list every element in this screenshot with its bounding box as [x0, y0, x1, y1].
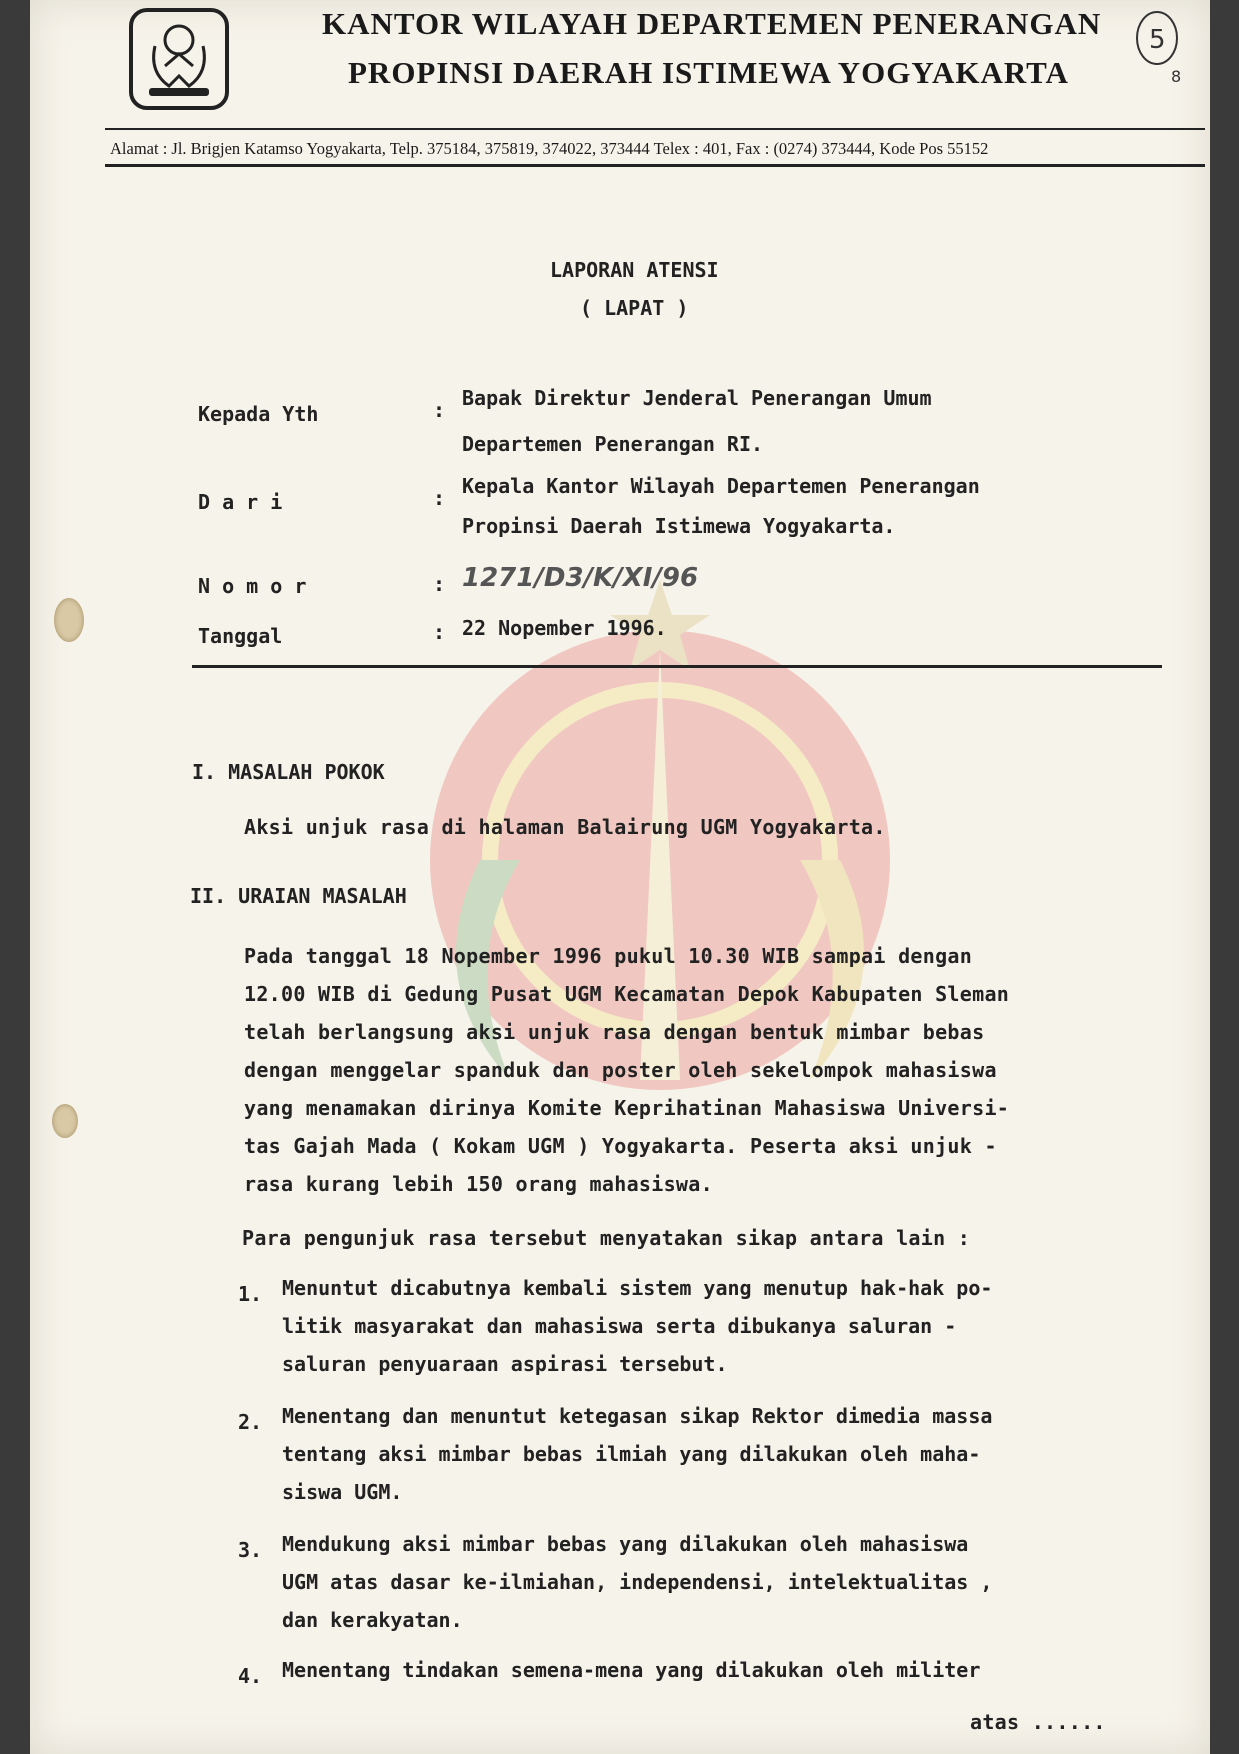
document-page	[30, 0, 1210, 1754]
field-label-kepada: Kepada Yth	[198, 402, 319, 426]
section-1-heading: I. MASALAH POKOK	[192, 760, 385, 784]
field-colon: :	[433, 486, 446, 510]
list-item-line: siswa UGM.	[282, 1480, 403, 1504]
punch-hole	[54, 598, 84, 642]
list-item-line: Menentang tindakan semena-mena yang dilakukan oleh militer	[282, 1658, 981, 1682]
paragraph-line: dengan menggelar spanduk dan poster oleh sekelompok mahasiswa	[244, 1058, 997, 1082]
list-item-line: litik masyarakat dan mahasiswa serta dibukanya saluran -	[282, 1314, 957, 1338]
field-value-dari-2: Propinsi Daerah Istimewa Yogyakarta.	[462, 514, 896, 538]
letterhead-rule-top	[105, 128, 1205, 130]
demands-intro: Para pengunjuk rasa tersebut menyatakan sikap antara lain :	[242, 1226, 971, 1250]
list-item-number: 2.	[238, 1410, 263, 1434]
list-item-line: Menentang dan menuntut ketegasan sikap Rektor dimedia massa	[282, 1404, 993, 1428]
list-item-line: Menuntut dicabutnya kembali sistem yang menutup hak-hak po-	[282, 1276, 993, 1300]
letterhead-rule-bottom	[105, 164, 1205, 167]
report-title: LAPORAN ATENSI	[550, 258, 719, 282]
field-value-dari-1: Kepala Kantor Wilayah Departemen Penerangan	[462, 474, 980, 498]
page-sub-number: 8	[1171, 67, 1182, 86]
field-value-kepada-2: Departemen Penerangan RI.	[462, 432, 764, 456]
list-item-number: 4.	[238, 1664, 263, 1688]
paragraph-line: yang menamakan dirinya Komite Keprihatinan Mahasiswa Universi-	[244, 1096, 1010, 1120]
department-logo	[125, 6, 233, 114]
letterhead-line1: KANTOR WILAYAH DEPARTEMEN PENERANGAN	[322, 6, 1102, 41]
page-number: 5	[1149, 25, 1166, 55]
field-colon: :	[433, 572, 446, 596]
field-value-nomor-handwritten: 1271/D3/K/XI/96	[462, 563, 699, 593]
page-continuation: atas ......	[970, 1710, 1106, 1734]
list-item-line: dan kerakyatan.	[282, 1608, 463, 1632]
field-colon: :	[433, 398, 446, 422]
list-item-number: 1.	[238, 1282, 263, 1306]
field-value-kepada-1: Bapak Direktur Jenderal Penerangan Umum	[462, 386, 932, 410]
letterhead-line2: PROPINSI DAERAH ISTIMEWA YOGYAKARTA	[348, 55, 1069, 90]
list-item-number: 3.	[238, 1538, 263, 1562]
field-label-nomor: N o m o r	[198, 574, 307, 598]
paragraph-line: rasa kurang lebih 150 orang mahasiswa.	[244, 1172, 713, 1196]
section-1-text: Aksi unjuk rasa di halaman Balairung UGM Yogyakarta.	[244, 815, 886, 839]
list-item-line: Mendukung aksi mimbar bebas yang dilakukan oleh mahasiswa	[282, 1532, 969, 1556]
paragraph-line: telah berlangsung aksi unjuk rasa dengan bentuk mimbar bebas	[244, 1020, 985, 1044]
field-value-tanggal: 22 Nopember 1996.	[462, 616, 667, 640]
field-label-tanggal: Tanggal	[198, 624, 283, 648]
field-label-dari: D a r i	[198, 490, 283, 514]
punch-hole	[52, 1104, 78, 1138]
section-2-heading: II. URAIAN MASALAH	[190, 884, 407, 908]
paragraph-line: Pada tanggal 18 Nopember 1996 pukul 10.30 WIB sampai dengan	[244, 944, 973, 968]
letterhead-address: Alamat : Jl. Brigjen Katamso Yogyakarta, Telp. 375184, 375819, 374022, 373444 Telex : 401, Fax : (0274) 373444, Kode Pos 55152	[110, 139, 989, 158]
report-subtitle: ( LAPAT )	[580, 296, 689, 320]
paragraph-line: 12.00 WIB di Gedung Pusat UGM Kecamatan Depok Kabupaten Sleman	[244, 982, 1010, 1006]
list-item-line: tentang aksi mimbar bebas ilmiah yang dilakukan oleh maha-	[282, 1442, 981, 1466]
page-number-mark	[1135, 8, 1190, 88]
paragraph-line: tas Gajah Mada ( Kokam UGM ) Yogyakarta. Peserta aksi unjuk -	[244, 1134, 997, 1158]
list-item-line: saluran penyuaraan aspirasi tersebut.	[282, 1352, 728, 1376]
header-separator	[192, 665, 1162, 668]
list-item-line: UGM atas dasar ke-ilmiahan, independensi, intelektualitas ,	[282, 1570, 993, 1594]
field-colon: :	[433, 620, 446, 644]
